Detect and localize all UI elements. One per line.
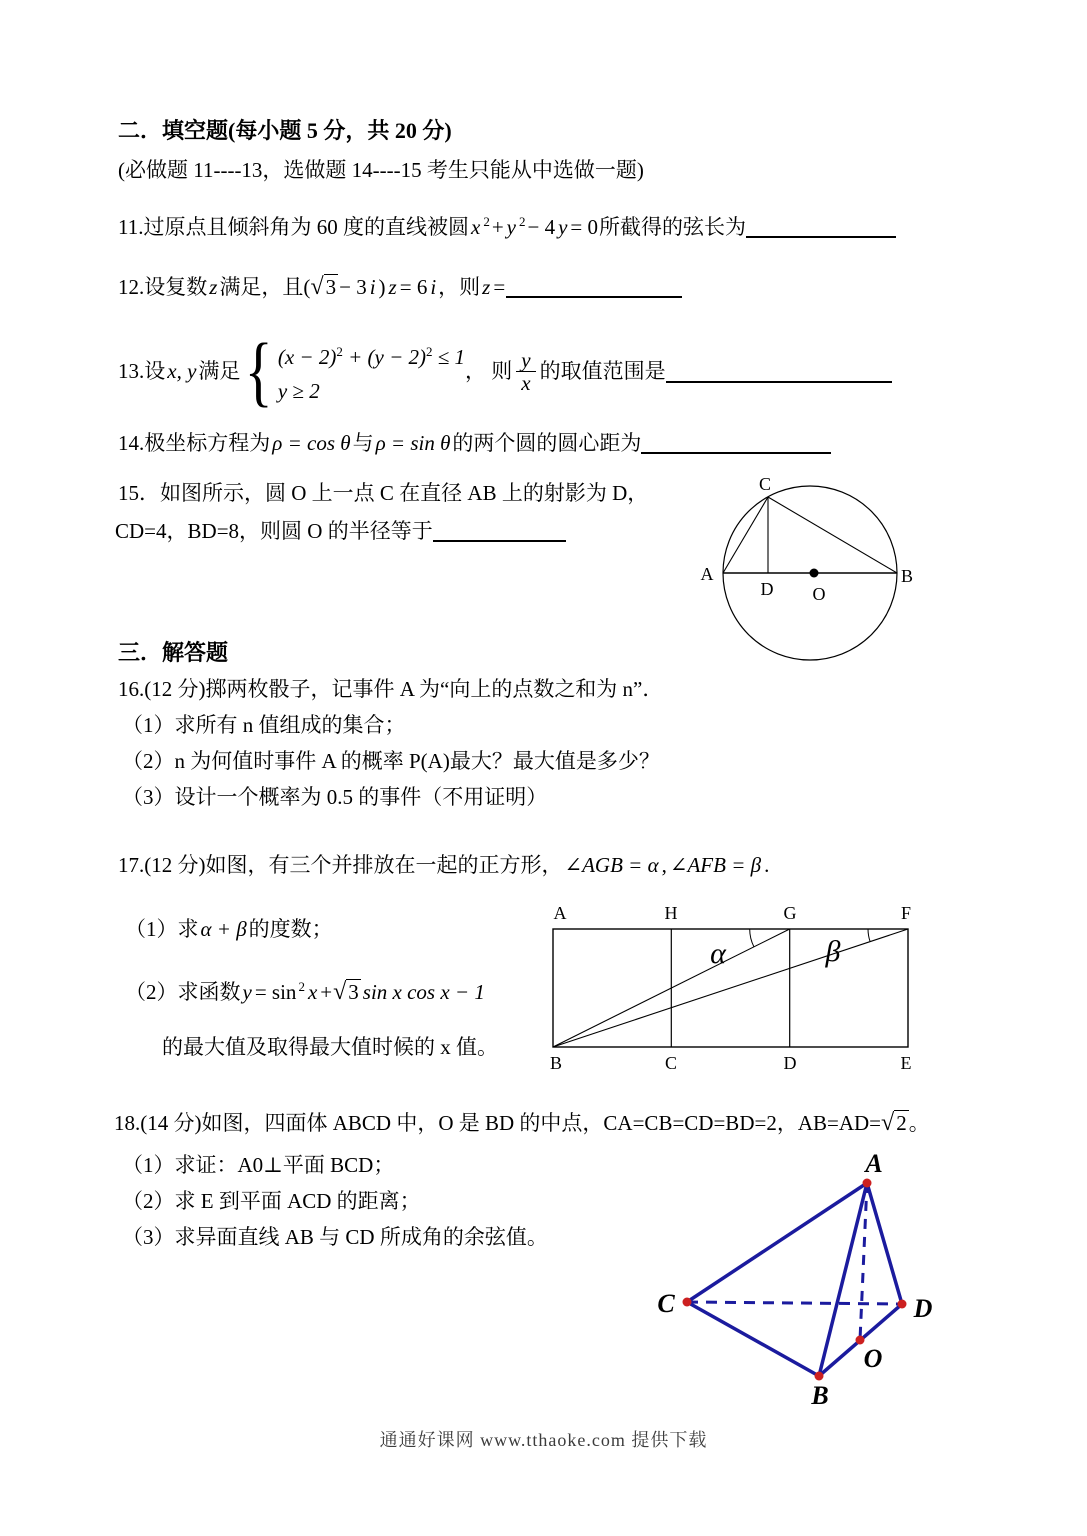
q16-item-3: （3）设计一个概率为 0.5 的事件（不用证明）: [122, 785, 548, 809]
q11-eq0: = 0: [570, 215, 598, 239]
q12-radical-sign: √: [310, 274, 324, 300]
q17-i2-sup: 2: [298, 979, 305, 994]
question-17-header: [118, 850, 770, 880]
q11-var-x: x: [470, 215, 481, 239]
footer-text: 通通好课网 www.tthaoke.com 提供下载: [379, 1430, 708, 1450]
q17-radical-sign: √: [333, 979, 347, 1005]
label-B: B: [811, 1381, 829, 1410]
q12-text: 12.设复数: [118, 275, 208, 299]
q12-rparen: ): [378, 275, 386, 299]
q11-plus: +: [491, 215, 504, 239]
q17-i2-plus: +: [320, 980, 333, 1004]
q14-eq1: ρ = cos θ: [272, 431, 351, 455]
q13-answer-blank: [666, 360, 892, 383]
section2-title: 二．填空题(每小题 5 分，共 20 分): [118, 118, 452, 143]
chord-AC: [723, 497, 768, 573]
q15-text2: CD=4，BD=8，则圆 O 的半径等于: [115, 519, 433, 543]
q13-system: [278, 335, 465, 408]
edge-AC: [687, 1183, 867, 1302]
q14-post: 的两个圆的圆心距为: [452, 431, 642, 455]
q17-angle1: ∠AGB = α: [564, 853, 659, 877]
q17-i2-x: x: [307, 980, 318, 1004]
question-15-line1: 15．如图所示，圆 O 上一点 C 在直径 AB 上的射影为 D，: [118, 481, 649, 505]
q17-i1-pre: （1）求: [125, 917, 199, 941]
label-E: E: [900, 1053, 912, 1073]
q17-item-1: [125, 914, 333, 944]
q18-radical-sign: √: [881, 1110, 895, 1136]
q13-system-row2: y ≥ 2: [277, 378, 320, 403]
q11-sup-2: 2: [518, 214, 526, 229]
section2-note: (必做题 11----13，选做题 14----15 考生只能从中选做一题): [118, 158, 644, 182]
q16-item-2: （2）n 为何值时事件 A 的概率 P(A)最大？最大值是多少？: [122, 749, 660, 773]
q18-item-3: （3）求异面直线 AB 与 CD 所成角的余弦值。: [122, 1225, 548, 1249]
q18-text: 18.(14 分)如图，四面体 ABCD 中，O 是 BD 的中点，CA=CB=CD=BD=2，AB=AD=: [114, 1111, 882, 1135]
q12-eq: =: [493, 275, 506, 299]
angle-arc-alpha: [750, 929, 754, 947]
edge-CD-dashed: [687, 1302, 902, 1304]
q16-item-1: （1）求所有 n 值组成的集合；: [122, 713, 406, 737]
q17-text: 17.(12 分)如图，有三个并排放在一起的正方形，: [118, 853, 563, 877]
q13-text: 13.设: [118, 359, 166, 383]
q17-item-2-cont: 的最大值及取得最大值时候的 x 值。: [162, 1035, 498, 1059]
question-15-line2: [115, 516, 566, 546]
q12-var-z3: z: [482, 275, 491, 299]
label-A: A: [865, 1149, 883, 1178]
q13-frac-den: x: [521, 370, 531, 395]
q12-var-z2: z: [388, 275, 397, 299]
label-C: C: [664, 1053, 678, 1073]
label-D: D: [913, 1294, 933, 1323]
section3-title: 三．解答题: [118, 640, 229, 665]
q17-i1-math: α + β: [200, 917, 247, 941]
q13-system-row1: $(x - 2)^2 + (y - 2)^2 \le 1$: [277, 343, 466, 369]
q13-mid: 满足: [198, 359, 241, 383]
q13-frac-num: y: [516, 349, 535, 372]
chord-CB: [768, 497, 897, 573]
q14-eq2: ρ = sin θ: [375, 431, 451, 455]
q15-answer-blank: [433, 519, 566, 542]
vertex-dot-C: [683, 1298, 692, 1307]
label-beta: β: [825, 935, 841, 968]
q13-then: ， 则: [465, 359, 513, 383]
edge-CB: [687, 1302, 819, 1376]
q13-vars: x, y: [167, 359, 197, 383]
q17-angle2: ∠AFB = β: [669, 853, 762, 877]
q11-text: 11.过原点且倾斜角为 60 度的直线被圆: [118, 215, 469, 239]
label-D: D: [760, 579, 774, 599]
q12-answer-blank: [506, 275, 682, 298]
label-C: C: [657, 1289, 675, 1318]
label-D: D: [783, 1053, 797, 1073]
q14-text: 14.极坐标方程为: [118, 431, 271, 455]
vertex-dot-A: [863, 1179, 872, 1188]
q18-period: 。: [908, 1111, 930, 1135]
q14-answer-blank: [641, 431, 831, 454]
question-16-header: 16.(12 分)掷两枚骰子，记事件 A 为“向上的点数之和为 n”．: [118, 677, 664, 701]
q17-i2-tail: sin x cos x − 1: [362, 980, 485, 1004]
question-12: [118, 272, 682, 302]
q11-var-y: y: [506, 215, 516, 239]
q12-radicand: 3: [325, 275, 337, 299]
vertex-dot-D: [898, 1300, 907, 1309]
label-G: G: [783, 903, 797, 923]
question-18-header: [114, 1108, 930, 1138]
angle-arc-beta: [868, 929, 870, 942]
question-13: [118, 327, 892, 414]
q14-mid: 与: [352, 431, 374, 455]
q17-i2-eq: = sin: [254, 980, 297, 1004]
label-F: F: [900, 903, 912, 923]
label-O: O: [863, 1344, 883, 1373]
question-14: [118, 428, 831, 458]
label-O: O: [812, 584, 826, 604]
squares-diagram: [550, 893, 975, 1088]
q18-item-2: （2）求 E 到平面 ACD 的距离；: [122, 1189, 421, 1213]
q12-i2: i: [430, 275, 437, 299]
q13-post: 的取值范围是: [539, 359, 666, 383]
q11-answer-blank: [746, 215, 896, 238]
q12-var-z1: z: [209, 275, 218, 299]
label-B: B: [549, 1053, 563, 1073]
center-dot: [810, 569, 819, 578]
q11-sup-1: 2: [483, 214, 490, 229]
q13-brace: {: [245, 327, 274, 414]
q18-radicand: 2: [896, 1111, 907, 1135]
label-A: A: [700, 564, 714, 584]
q11-post: 所截得的弦长为: [599, 215, 746, 239]
q11-var-y2: y: [558, 215, 568, 239]
question-11: [118, 207, 896, 242]
label-A: A: [553, 903, 567, 923]
q12-i1: i: [369, 275, 376, 299]
q17-i1-post: 的度数；: [248, 917, 333, 941]
q18-item-1: （1）求证：A0⊥平面 BCD；: [122, 1153, 395, 1177]
q17-radicand: 3: [348, 980, 359, 1004]
q17-i2-pre: （2）求函数: [125, 980, 241, 1004]
q17-i2-y: y: [242, 980, 252, 1004]
line-BF: [553, 929, 908, 1047]
tetrahedron-diagram: [640, 1149, 980, 1427]
q13-fraction: [516, 349, 535, 394]
q17-comma: ,: [661, 853, 667, 877]
label-H: H: [664, 903, 678, 923]
q17-item-2: [125, 972, 487, 1007]
q12-then: ，则: [438, 275, 481, 299]
label-B: B: [900, 566, 914, 586]
label-alpha: α: [710, 937, 726, 970]
label-C: C: [758, 474, 772, 494]
q17-period: .: [764, 853, 770, 877]
q12-mid: 满足，且(: [219, 275, 311, 299]
q11-minus4: − 4: [527, 215, 556, 239]
q12-eq6: = 6: [399, 275, 428, 299]
vertex-dot-B: [815, 1372, 824, 1381]
q12-minus3: − 3: [339, 275, 367, 299]
circle-diagram: [695, 475, 925, 687]
edge-AD: [867, 1183, 902, 1304]
